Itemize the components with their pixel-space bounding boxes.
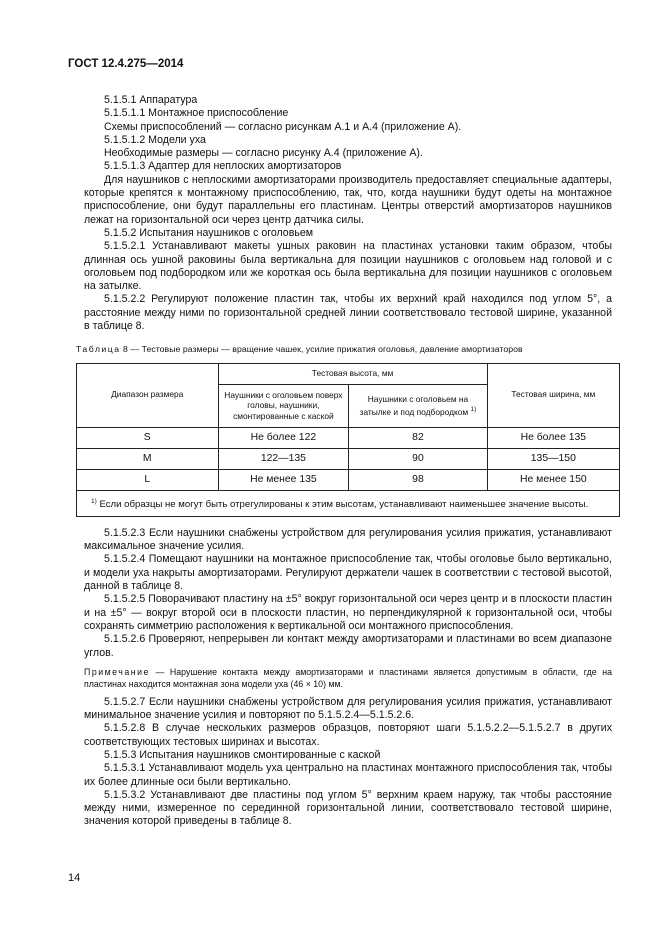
- paragraph: 5.1.5.1 Аппаратура: [104, 94, 198, 106]
- table-caption-text: 8 — Тестовые размеры — вращение чашек, усилие прижатия оголовья, давление амортизаторов: [120, 344, 523, 355]
- cell-h1: Не менее 135: [218, 469, 349, 490]
- section-top: [84, 94, 612, 333]
- paragraph: 5.1.5.2.3 Если наушники снабжены устройством для регулирования усилия прижатия, устанавливают максимальное значение усилия.: [84, 526, 612, 553]
- paragraph: Для наушников с неплоскими амортизаторами производитель предоставляет специальные адаптеры, которые крепятся к монтажному приспособлению, так, что, когда наушники будут одеты на монтажное приспособление, они будут параллельны его пластинам. Центры отверстий амортизаторов наушников лежат на горизонтальной оси через центр датчика силы.: [84, 173, 612, 226]
- cell-size: L: [77, 469, 219, 490]
- cell-h2: 90: [349, 448, 487, 469]
- cell-w: Не менее 150: [487, 469, 619, 490]
- cell-h1: 122—135: [218, 448, 349, 469]
- table-caption-word: Таблица: [76, 344, 121, 355]
- page-number: 14: [68, 872, 81, 884]
- cell-h2: 98: [349, 469, 487, 490]
- note: [84, 666, 612, 690]
- cell-h2: 82: [349, 427, 487, 448]
- paragraph: 5.1.5.2.5 Поворачивают пластину на ±5° вокруг горизонтальной оси через центр и в плоскости пластин и на ±5° — вокруг второй оси в плоскости пластин, но перпендикулярной к горизонтальной оси, чтобы сохранять симметрию расположения к вертикальной оси монтажного приспособления.: [84, 593, 612, 632]
- cell-w: Не более 135: [487, 427, 619, 448]
- table-row: [77, 469, 620, 490]
- cell-size: S: [77, 427, 219, 448]
- note-label: Примечание: [84, 666, 150, 677]
- section-bottom: [84, 696, 612, 829]
- footnote-mark: 1): [91, 497, 97, 505]
- cell-h1: Не более 122: [218, 427, 349, 448]
- paragraph: Схемы приспособлений — согласно рисункам А.1 и А.4 (приложение А).: [104, 120, 462, 133]
- test-dimensions-table: [76, 363, 620, 517]
- paragraph: 5.1.5.1.2 Модели уха: [104, 133, 206, 146]
- paragraph: 5.1.5.1.1 Монтажное приспособление: [104, 107, 289, 120]
- footnote-ref: 1): [470, 405, 477, 413]
- page-body: [76, 94, 612, 829]
- paragraph: 5.1.5.2.8 В случае нескольких размеров образцов, повторяют шаги 5.1.5.2.2—5.1.5.2.7 в других соответствующих тестовых ширинах и высотах.: [84, 722, 612, 748]
- paragraph: 5.1.5.1.3 Адаптер для неплоских амортизаторов: [104, 160, 342, 173]
- col-header-height-2: [349, 384, 487, 427]
- paragraph: 5.1.5.3 Испытания наушников смонтированные с каской: [104, 748, 381, 761]
- paragraph: 5.1.5.2.1 Устанавливают макеты ушных раковин на пластинах установки таким образом, чтобы длинная ось ушной раковины была вертикальна для позиции наушников с оголовьем над головой и с оголовьем под подбородком или же короткая ось была вертикальна для позиции наушников с оголовьем на затылке.: [84, 240, 612, 293]
- note-text: — Нарушение контакта между амортизаторами и пластинами является допустимым в области, где на пластинах находится монтажная зона модели уха (46 × 10) мм.: [84, 666, 612, 689]
- table-body: [77, 427, 620, 490]
- table-row: [77, 448, 620, 469]
- paragraph: 5.1.5.2.6 Проверяют, непрерывен ли контакт между амортизаторами и пластинами во всем диапазоне углов.: [84, 633, 612, 659]
- col-header-height-2-text: Наушники с оголовьем на затылке и под подбородком: [359, 394, 469, 417]
- cell-w: 135—150: [487, 448, 619, 469]
- footnote-text: Если образцы не могут быть отрегулированы к этим высотам, устанавливают наименьшее значение высоты.: [96, 498, 589, 510]
- paragraph: 5.1.5.2.2 Регулируют положение пластин так, чтобы их верхний край находился под углом 5°, а расстояние между ними по горизонтальной средней линии соответствовало тестовой ширине, указанной в таблице 8.: [84, 293, 612, 333]
- col-header-height-1: Наушники с оголовьем поверх головы, наушники, смонтированные с каской: [218, 384, 349, 427]
- col-header-range: Диапазон размера: [77, 363, 219, 427]
- section-mid: [84, 527, 612, 660]
- paragraph: Необходимые размеры — согласно рисунку А.4 (приложение А).: [104, 147, 423, 160]
- col-header-height: Тестовая высота, мм: [218, 363, 487, 384]
- table-footnote: [77, 490, 620, 516]
- paragraph: 5.1.5.2.4 Помещают наушники на монтажное приспособление так, чтобы оголовье было вертикально, и модели уха накрыты амортизаторами. Регулируют держатели чашек в соответствии с тестовой высотой, данной в таблице 8.: [84, 553, 612, 593]
- col-header-width: Тестовая ширина, мм: [487, 363, 619, 427]
- paragraph: 5.1.5.3.2 Устанавливают две пластины под углом 5° верхним краем наружу, так чтобы расстояние между ними, измеренное по серединной горизонтальной линии, соответствовало тестовой ширине, значения которой приведены в таблице 8.: [84, 788, 612, 828]
- table-caption: [76, 343, 612, 356]
- document-header: ГОСТ 12.4.275—2014: [68, 58, 184, 70]
- paragraph: 5.1.5.2.7 Если наушники снабжены устройством для регулирования усилия прижатия, устанавливают минимальное значение усилия и повторяют по 5.1.5.2.4—5.1.5.2.6.: [84, 695, 612, 722]
- paragraph: 5.1.5.2 Испытания наушников с оголовьем: [104, 226, 314, 239]
- table-row: [77, 427, 620, 448]
- cell-size: M: [77, 448, 219, 469]
- paragraph: 5.1.5.3.1 Устанавливают модель уха центрально на пластинах монтажного приспособления так, чтобы их более длинные оси были вертикально.: [84, 762, 612, 788]
